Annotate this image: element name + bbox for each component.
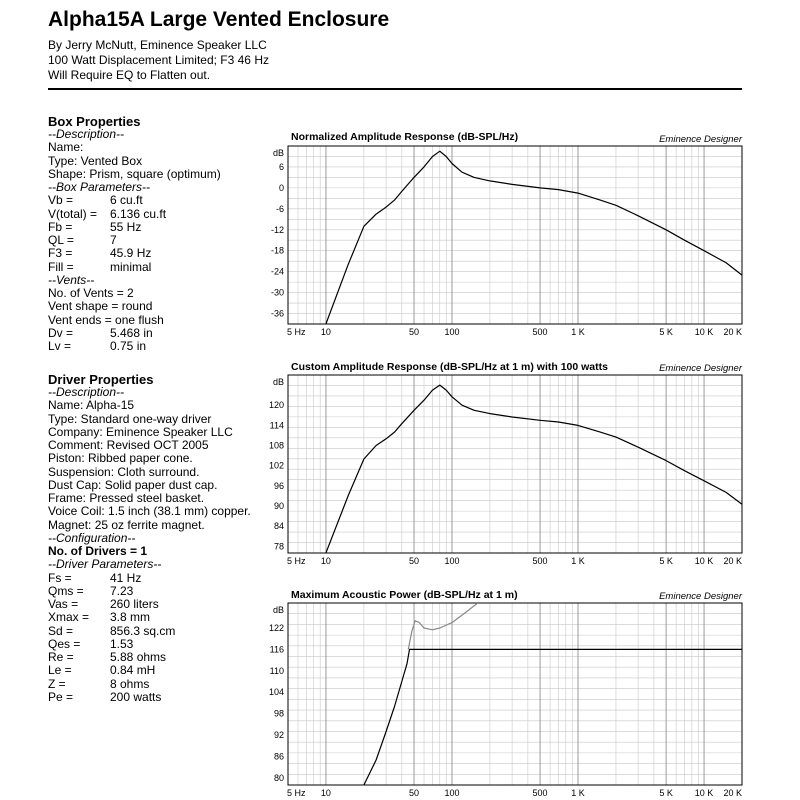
box-row: Vent shape = round <box>48 299 153 314</box>
y-tick-label: 116 <box>269 644 284 655</box>
x-tick-label: 500 <box>532 788 548 798</box>
box-row: No. of Vents = 2 <box>48 286 134 300</box>
x-tick-label: 1 K <box>571 327 585 337</box>
y-tick-label: -12 <box>270 224 284 235</box>
y-tick-label: 120 <box>268 400 284 411</box>
y-tick-label: 104 <box>268 687 284 698</box>
x-tick-label: 500 <box>532 327 548 337</box>
box-row <box>48 327 221 340</box>
driver-row: --Configuration-- <box>48 530 136 545</box>
x-tick-label: 50 <box>409 556 420 566</box>
driver-param-value: 5.88 ohms <box>110 650 167 664</box>
x-tick-label: 5 Hz <box>287 327 306 337</box>
driver-param-value: 7.23 <box>110 583 134 598</box>
driver-param-label: Z = <box>48 676 66 691</box>
driver-row: --Description-- <box>48 385 125 399</box>
x-tick-label: 10 K <box>694 556 714 566</box>
plot-frame <box>288 375 742 553</box>
driver-param-label: Le = <box>48 663 72 678</box>
driver-param-label: Pe = <box>48 689 74 704</box>
driver-row <box>48 585 251 598</box>
box-param-label: Lv = <box>48 339 72 353</box>
y-tick-label: 114 <box>269 420 284 431</box>
driver-row: Magnet: 25 oz ferrite magnet. <box>48 517 205 532</box>
box-row: Shape: Prism, square (optimum) <box>48 166 221 181</box>
y-tick-label: 98 <box>273 708 284 719</box>
chart1-title: Normalized Amplitude Response (dB-SPL/Hz) <box>291 131 519 143</box>
page-title: Alpha15A Large Vented Enclosure <box>48 8 390 31</box>
box-param-label: QL = <box>48 233 74 247</box>
driver-row <box>48 691 251 704</box>
x-tick-label: 10 K <box>694 788 714 798</box>
driver-row: Suspension: Cloth surround. <box>48 464 200 479</box>
box-param-label: F3 = <box>48 246 73 261</box>
driver-properties-list <box>48 386 251 704</box>
box-param-value: 55 Hz <box>110 219 142 234</box>
x-tick-label: 10 <box>320 327 331 337</box>
x-tick-label: 20 K <box>723 556 742 566</box>
driver-row <box>48 678 251 691</box>
x-tick-label: 50 <box>409 327 420 337</box>
plot-frame <box>288 603 742 785</box>
box-row: --Description-- <box>48 127 125 141</box>
box-row <box>48 194 221 207</box>
driver-param-value: 3.8 mm <box>110 610 151 625</box>
y-tick-label: 108 <box>268 440 284 451</box>
x-tick-label: 10 <box>320 556 331 566</box>
y-tick-label: -18 <box>270 245 284 256</box>
y-axis-label: dB <box>272 377 284 387</box>
x-tick-label: 10 <box>320 788 331 798</box>
box-param-value: 0.75 in <box>110 339 147 353</box>
x-tick-label: 50 <box>409 788 420 798</box>
driver-param-label: Vas = <box>48 597 79 611</box>
x-tick-label: 5 K <box>659 327 673 337</box>
x-tick-label: 5 K <box>659 788 673 798</box>
y-tick-label: -24 <box>270 266 284 277</box>
y-tick-label: 86 <box>273 751 284 762</box>
chart3-brand: Eminence Designer <box>659 591 742 602</box>
y-tick-label: 6 <box>278 161 284 172</box>
box-row <box>48 261 221 274</box>
chart3-title: Maximum Acoustic Power (dB-SPL/Hz at 1 m) <box>291 589 518 601</box>
normalized-amplitude-chart <box>270 146 750 338</box>
x-tick-label: 100 <box>444 327 460 337</box>
driver-param-label: Xmax = <box>48 610 90 625</box>
driver-row: Dust Cap: Solid paper dust cap. <box>48 477 218 492</box>
box-param-value: 5.468 in <box>110 325 153 340</box>
driver-row: No. of Drivers = 1 <box>48 544 148 558</box>
box-row <box>48 247 221 260</box>
x-tick-label: 10 K <box>694 327 714 337</box>
driver-row: Type: Standard one-way driver <box>48 411 212 426</box>
x-tick-label: 5 K <box>659 556 673 566</box>
driver-row: Company: Eminence Speaker LLC <box>48 424 233 439</box>
driver-row <box>48 625 251 638</box>
driver-row: Name: Alpha-15 <box>48 398 135 413</box>
x-tick-label: 5 Hz <box>287 556 306 566</box>
box-param-label: Fill = <box>48 259 74 274</box>
driver-row: Piston: Ribbed paper cone. <box>48 451 193 466</box>
driver-row <box>48 651 251 664</box>
box-param-label: Fb = <box>48 219 73 234</box>
max-acoustic-power-chart <box>270 603 750 799</box>
driver-param-label: Qes = <box>48 636 81 651</box>
subtitle-line-1: By Jerry McNutt, Eminence Speaker LLC <box>48 38 267 52</box>
driver-param-value: 41 Hz <box>110 570 142 585</box>
driver-row <box>48 611 251 624</box>
box-row: Vent ends = one flush <box>48 312 164 327</box>
driver-row: Frame: Pressed steel basket. <box>48 491 205 505</box>
y-axis-label: dB <box>272 148 284 158</box>
driver-row: --Driver Parameters-- <box>48 557 162 572</box>
x-tick-label: 1 K <box>571 788 585 798</box>
y-tick-label: -6 <box>275 203 284 214</box>
driver-param-value: 8 ohms <box>110 676 150 691</box>
driver-param-value: 1.53 <box>110 636 134 651</box>
chart2-brand: Eminence Designer <box>659 363 742 374</box>
box-param-value: 45.9 Hz <box>110 246 152 261</box>
box-properties-heading: Box Properties <box>48 114 141 129</box>
y-axis-label: dB <box>272 605 284 615</box>
series-line-thermal <box>408 603 477 649</box>
y-tick-label: 78 <box>273 541 284 552</box>
y-tick-label: 90 <box>273 500 284 511</box>
box-properties-list <box>48 128 221 353</box>
driver-properties-heading: Driver Properties <box>48 372 154 387</box>
y-tick-label: 92 <box>273 730 284 741</box>
driver-param-value: 0.84 mH <box>110 663 156 678</box>
x-tick-label: 100 <box>444 556 460 566</box>
grid <box>288 603 742 785</box>
box-row: Type: Vented Box <box>48 153 143 168</box>
chart2-title: Custom Amplitude Response (dB-SPL/Hz at 1 m) with 100 watts <box>291 361 608 373</box>
driver-param-label: Re = <box>48 650 74 664</box>
y-tick-label: 80 <box>273 772 284 783</box>
box-row <box>48 208 221 221</box>
plot-frame <box>288 146 742 324</box>
x-tick-label: 1 K <box>571 556 585 566</box>
chart1-brand: Eminence Designer <box>659 134 742 145</box>
driver-param-value: 260 liters <box>110 597 159 611</box>
box-param-value: 7 <box>110 233 117 247</box>
box-param-label: Vb = <box>48 193 74 208</box>
x-tick-label: 100 <box>444 788 460 798</box>
box-row: Name: <box>48 140 84 155</box>
x-tick-label: 20 K <box>723 788 742 798</box>
subtitle-line-2: 100 Watt Displacement Limited; F3 46 Hz <box>48 53 269 67</box>
box-row <box>48 221 221 234</box>
y-tick-label: 84 <box>273 521 284 532</box>
driver-row <box>48 664 251 677</box>
driver-row <box>48 638 251 651</box>
driver-param-value: 200 watts <box>110 689 162 704</box>
driver-param-value: 856.3 sq.cm <box>110 623 176 638</box>
driver-row <box>48 572 251 585</box>
box-param-value: 6 cu.ft <box>110 193 143 208</box>
grid <box>288 146 742 324</box>
driver-row: Voice Coil: 1.5 inch (38.1 mm) copper. <box>48 504 251 519</box>
x-tick-label: 500 <box>532 556 548 566</box>
y-tick-label: 122 <box>268 622 284 633</box>
box-param-value: 6.136 cu.ft <box>110 206 167 221</box>
box-row <box>48 340 221 353</box>
x-tick-label: 20 K <box>723 327 742 337</box>
custom-amplitude-chart <box>270 375 750 567</box>
box-param-label: Dv = <box>48 325 74 340</box>
y-tick-label: 110 <box>269 665 284 676</box>
series-line-displacement-limited <box>364 649 742 785</box>
box-row <box>48 234 221 247</box>
y-tick-label: -30 <box>270 287 284 298</box>
y-tick-label: 102 <box>268 460 284 471</box>
x-tick-label: 5 Hz <box>287 788 306 798</box>
box-param-label: V(total) = <box>48 206 98 221</box>
box-row: --Vents-- <box>48 272 95 287</box>
header-divider <box>48 88 742 90</box>
driver-param-label: Fs = <box>48 570 72 585</box>
driver-row: Comment: Revised OCT 2005 <box>48 438 209 452</box>
driver-param-label: Sd = <box>48 623 74 638</box>
driver-param-label: Qms = <box>48 583 84 598</box>
y-tick-label: -36 <box>270 308 284 319</box>
box-row: --Box Parameters-- <box>48 180 151 194</box>
driver-row <box>48 598 251 611</box>
grid <box>288 375 742 553</box>
box-param-value: minimal <box>110 259 152 274</box>
y-tick-label: 0 <box>278 182 284 193</box>
subtitle-line-3: Will Require EQ to Flatten out. <box>48 68 211 82</box>
y-tick-label: 96 <box>273 480 284 491</box>
